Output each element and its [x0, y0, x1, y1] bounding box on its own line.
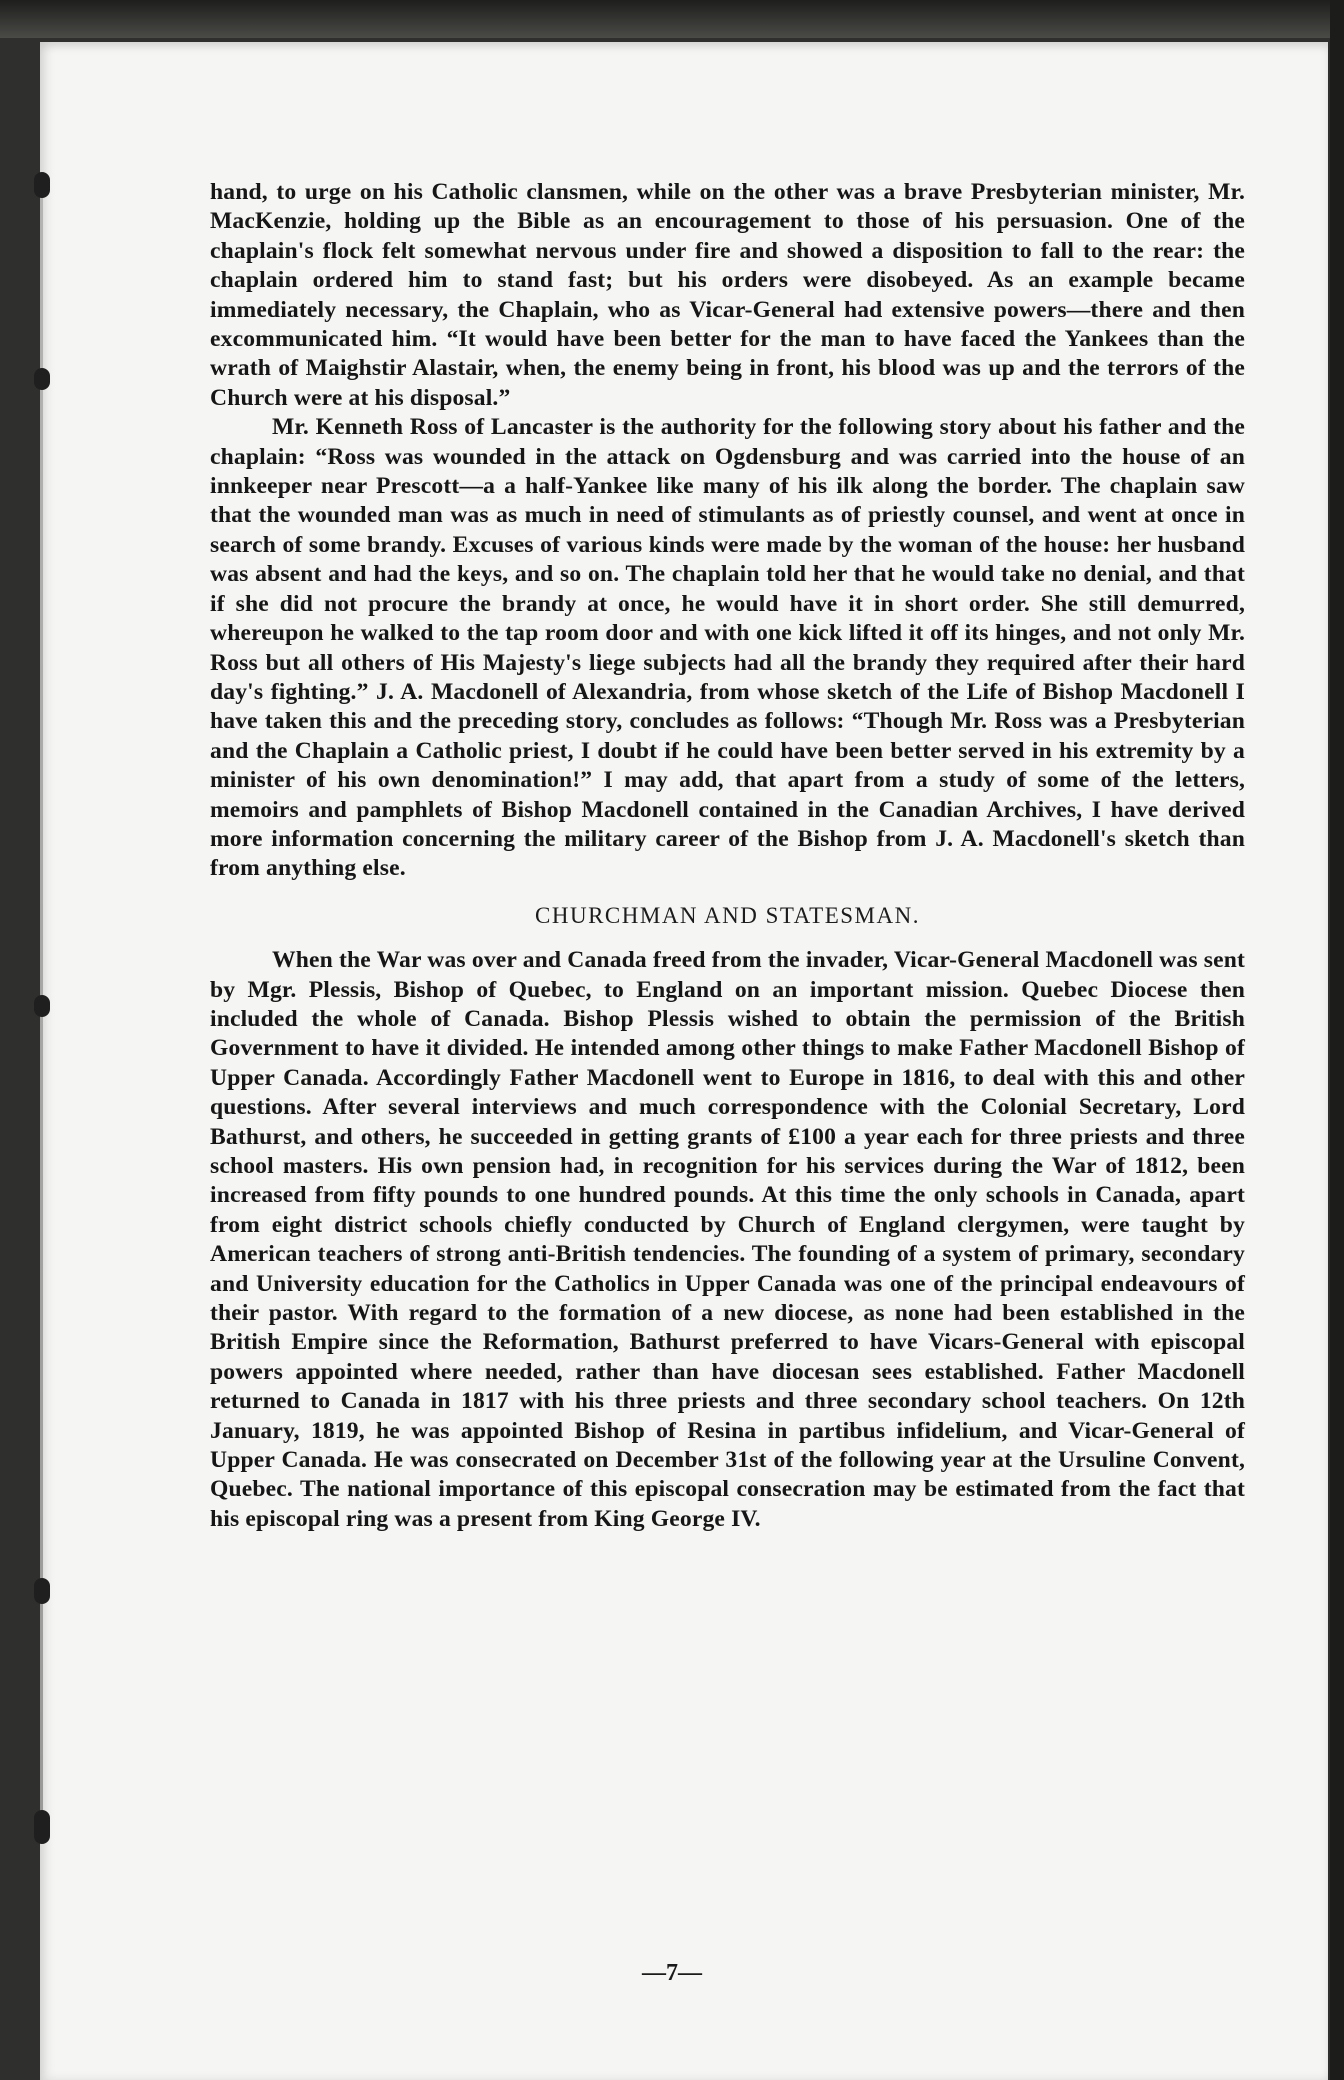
body-paragraph: hand, to urge on his Catholic clansmen, while on the other was a brave Presbyterian minister, Mr. MacKenzie, holding up the Bible as an encouragement to those of his persuasion. One of the chaplain's flock felt somewhat nervous under fire and showed a disposition to fall to the rear: the chaplain ordered him to stand fast; but his orders were disobeyed. As an example became immediately necessary, the Chaplain, who as Vicar-General had extensive powers—there and then excommunicated him. “It would have been better for the man to have faced the Yankees than the wrath of Maighstir Alastair, when, the enemy being in front, his blood was up and the terrors of the Church were at his disposal.”	[210, 179, 1245, 411]
binding-staple-icon	[34, 995, 50, 1017]
binding-staple-icon	[34, 368, 50, 390]
body-paragraph: Mr. Kenneth Ross of Lancaster is the authority for the following story about his father and the chaplain: “Ross was wounded in the attack on Ogdensburg and was carried into the house of an innkeeper near Prescott—a a half-Yankee like many of his ilk along the border. The chaplain saw that the wounded man was as much in need of stimulants as of priestly counsel, and went at once in search of some brandy. Excuses of various kinds were made by the woman of the house: her husband was absent and had the keys, and so on. The chaplain told her that he would take no denial, and that if she did not procure the brandy at once, he would have it in short order. She still demurred, whereupon he walked to the tap room door and with one kick lifted it off its hinges, and not only Mr. Ross but all others of His Majesty's liege subjects had all the brandy they required after their hard day's fighting.” J. A. Macdonell of Alexandria, from whose sketch of the Life of Bishop Macdonell I have taken this and the preceding story, concludes as follows: “Though Mr. Ross was a Presbyterian and the Chaplain a Catholic priest, I doubt if he could have been better served in his extremity by a minister of his own denomination!” I may add, that apart from a study of some of the letters, memoirs and pamphlets of Bishop Macdonell contained in the Canadian Archives, I have derived more information concerning the military career of the Bishop from J. A. Macdonell's sketch than from anything else.	[210, 414, 1245, 882]
binding-staple-icon	[34, 172, 50, 198]
section-heading: CHURCHMAN AND STATESMAN.	[535, 902, 920, 928]
scan-top-edge	[0, 0, 1344, 38]
binding-staple-icon	[34, 1810, 50, 1844]
page-number: —7—	[642, 1960, 702, 1986]
scan-right-edge	[1330, 0, 1344, 2080]
page-body	[210, 178, 1245, 1534]
binding-staple-icon	[34, 1578, 50, 1604]
body-paragraph: When the War was over and Canada freed from the invader, Vicar-General Macdonell was sent by Mgr. Plessis, Bishop of Quebec, to England on an important mission. Quebec Diocese then included the whole of Canada. Bishop Plessis wished to obtain the permission of the British Government to have it divided. He intended among other things to make Father Macdonell Bishop of Upper Canada. Accordingly Father Macdonell went to Europe in 1816, to deal with this and other questions. After several interviews and much correspondence with the Colonial Secretary, Lord Bathurst, and others, he succeeded in getting grants of £100 a year each for three priests and three school masters. His own pension had, in recognition for his services during the War of 1812, been increased from fifty pounds to one hundred pounds. At this time the only schools in Canada, apart from eight district schools chiefly conducted by Church of England clergymen, were taught by American teachers of strong anti-British tendencies. The founding of a system of primary, secondary and University education for the Catholics in Upper Canada was one of the principal endeavours of their pastor. With regard to the formation of a new diocese, as none had been established in the British Empire since the Reformation, Bathurst preferred to have Vicars-General with episcopal powers appointed where needed, rather than have diocesan sees established. Father Macdonell returned to Canada in 1817 with his three priests and three secondary school teachers. On 12th January, 1819, he was appointed Bishop of Resina in partibus infidelium, and Vicar-General of Upper Canada. He was consecrated on December 31st of the following year at the Ursuline Convent, Quebec. The national importance of this episcopal consecration may be estimated from the fact that his episcopal ring was a present from King George IV.	[210, 947, 1245, 1532]
